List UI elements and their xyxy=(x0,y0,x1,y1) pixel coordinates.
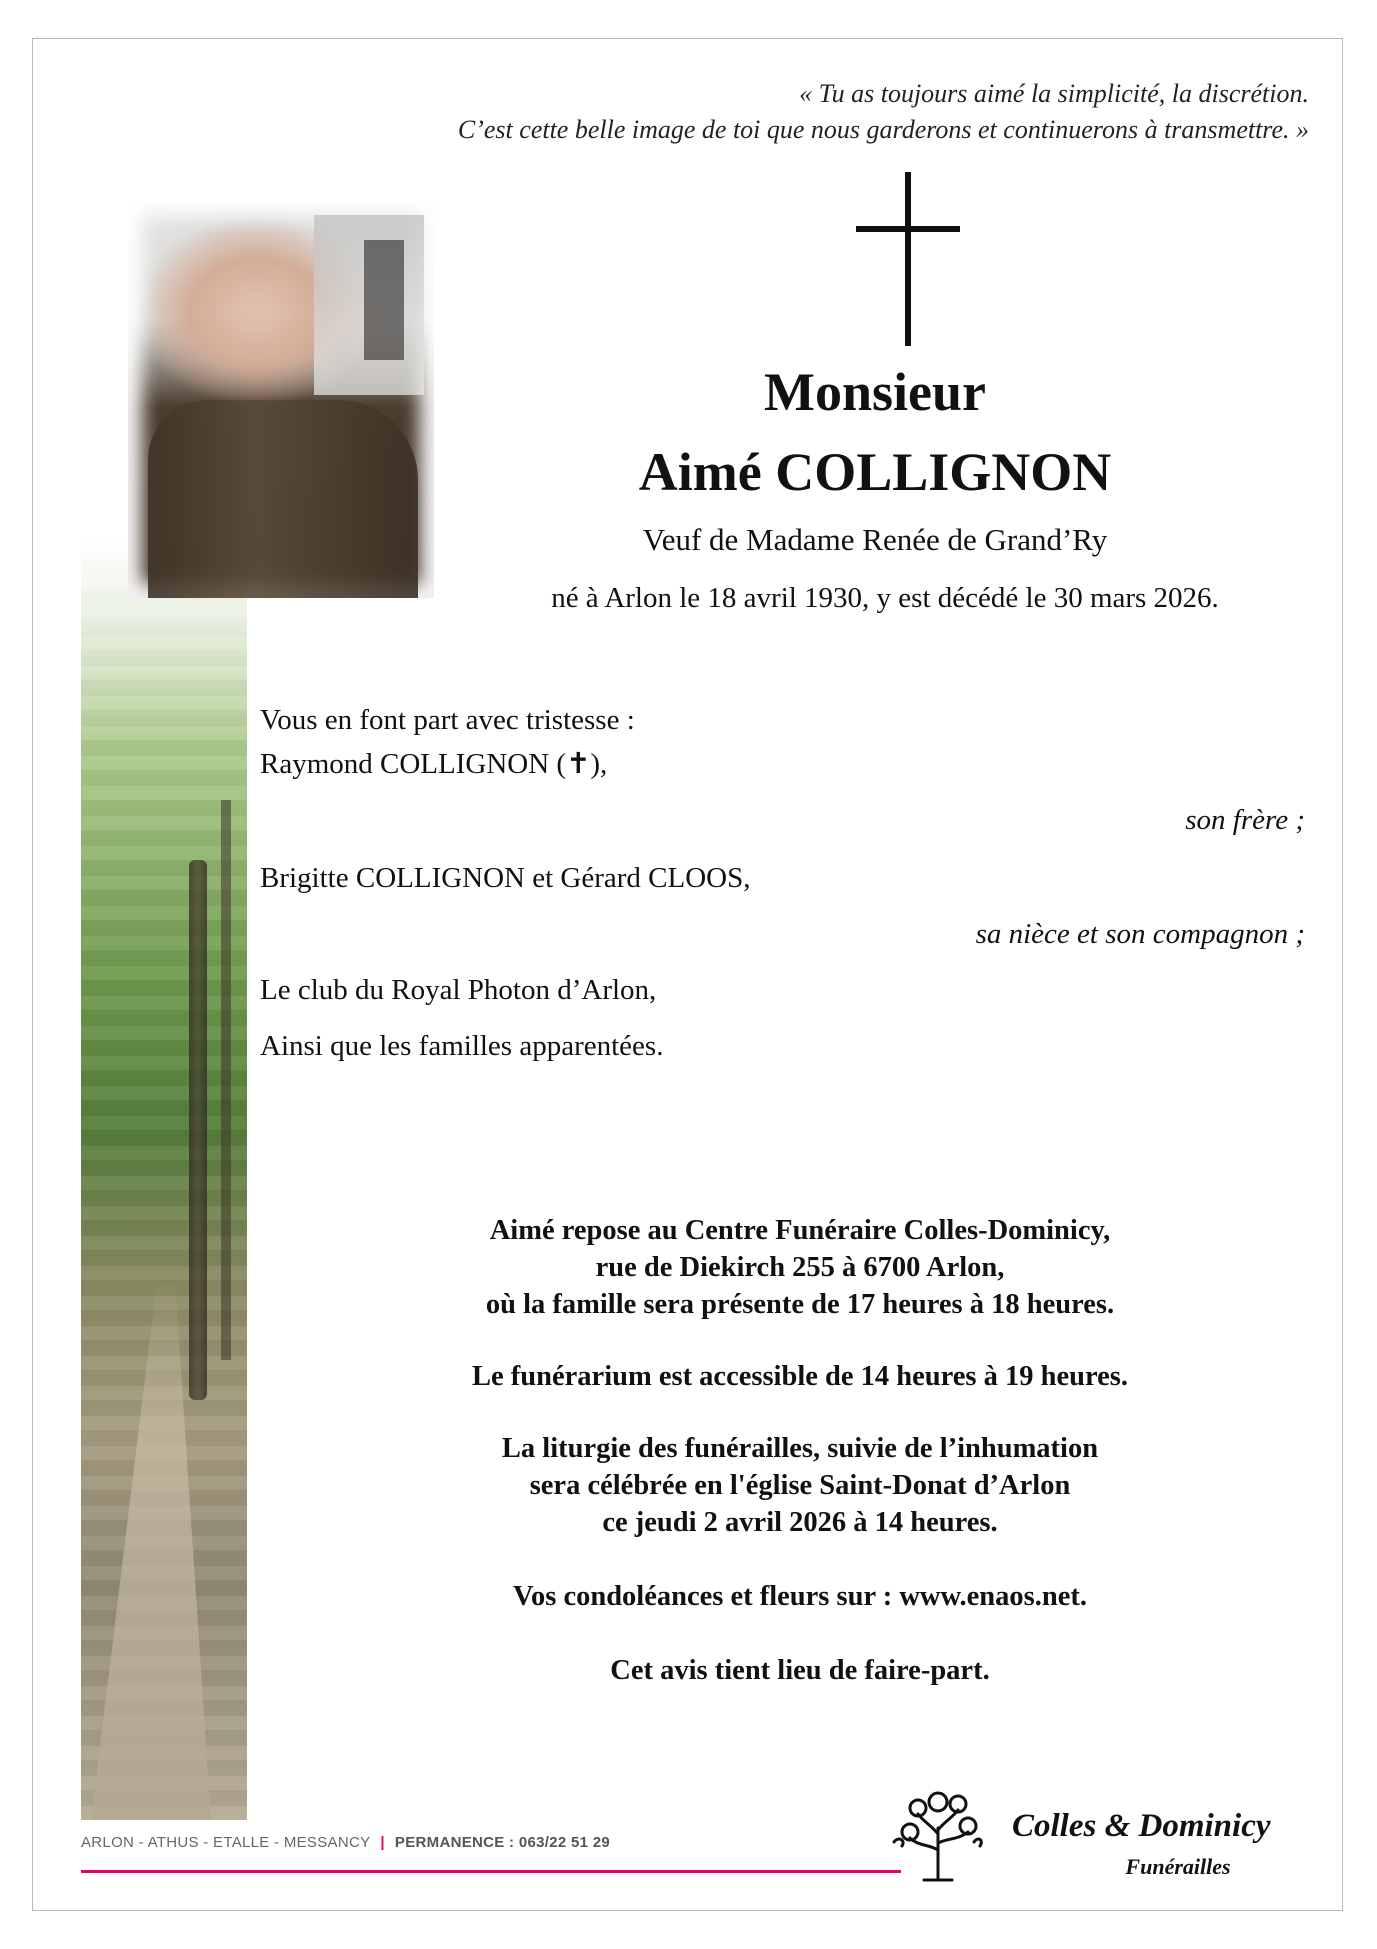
family-closing: Ainsi que les familles apparentées. xyxy=(260,1030,664,1062)
funerarium-hours: Le funérarium est accessible de 14 heures à 19 heures. xyxy=(472,1361,1128,1392)
footer-contact xyxy=(81,1834,610,1851)
logo-name: Colles & Dominicy xyxy=(1012,1808,1271,1844)
footer-accent-line xyxy=(81,1870,901,1873)
footer-locations: ARLON - ATHUS - ETALLE - MESSANCY xyxy=(81,1834,371,1851)
spouse-line: Veuf de Madame Renée de Grand’Ry xyxy=(642,522,1108,557)
quote-line-2: C’est cette belle image de toi que nous garderons et continuerons à transmettre. » xyxy=(457,115,1309,144)
forest-path-image xyxy=(81,540,247,1820)
family-member-relation: sa nièce et son compagnon ; xyxy=(975,918,1305,950)
logo-subtitle: Funérailles xyxy=(1078,1854,1278,1880)
footer-separator: | xyxy=(380,1834,385,1851)
deceased-name: Aimé COLLIGNON xyxy=(638,442,1112,502)
family-member-relation: son frère ; xyxy=(1185,804,1305,836)
liturgy-line: La liturgie des funérailles, suivie de l’inhumation xyxy=(501,1433,1099,1464)
cross-icon xyxy=(856,172,960,346)
honorific: Monsieur xyxy=(764,362,986,422)
liturgy-line: sera célébrée en l'église Saint-Donat d’Arlon xyxy=(529,1470,1071,1501)
rest-line: Aimé repose au Centre Funéraire Colles-Dominicy, xyxy=(489,1215,1111,1246)
portrait-photo xyxy=(128,200,434,598)
family-member-name: Raymond COLLIGNON (✝), xyxy=(260,748,608,780)
family-member-name: Brigitte COLLIGNON et Gérard CLOOS, xyxy=(260,862,751,894)
notice-line: Cet avis tient lieu de faire-part. xyxy=(610,1655,990,1686)
liturgy-line: ce jeudi 2 avril 2026 à 14 heures. xyxy=(602,1507,998,1538)
condolences-line: Vos condoléances et fleurs sur : www.enaos.net. xyxy=(513,1581,1087,1612)
liturgy-info xyxy=(400,1430,1200,1541)
epitaph-quote xyxy=(159,76,1309,148)
rest-line: rue de Diekirch 255 à 6700 Arlon, xyxy=(595,1252,1005,1283)
tree-icon xyxy=(888,1788,988,1884)
rest-line: où la famille sera présente de 17 heures à 18 heures. xyxy=(485,1289,1115,1320)
family-intro: Vous en font part avec tristesse : xyxy=(260,704,635,736)
rest-info xyxy=(400,1212,1200,1323)
family-club: Le club du Royal Photon d’Arlon, xyxy=(260,974,657,1006)
birth-death-dates: né à Arlon le 18 avril 1930, y est décédé le 30 mars 2026. xyxy=(551,582,1219,614)
quote-line-1: « Tu as toujours aimé la simplicité, la discrétion. xyxy=(799,79,1309,108)
footer-permanence: PERMANENCE : 063/22 51 29 xyxy=(394,1834,610,1851)
